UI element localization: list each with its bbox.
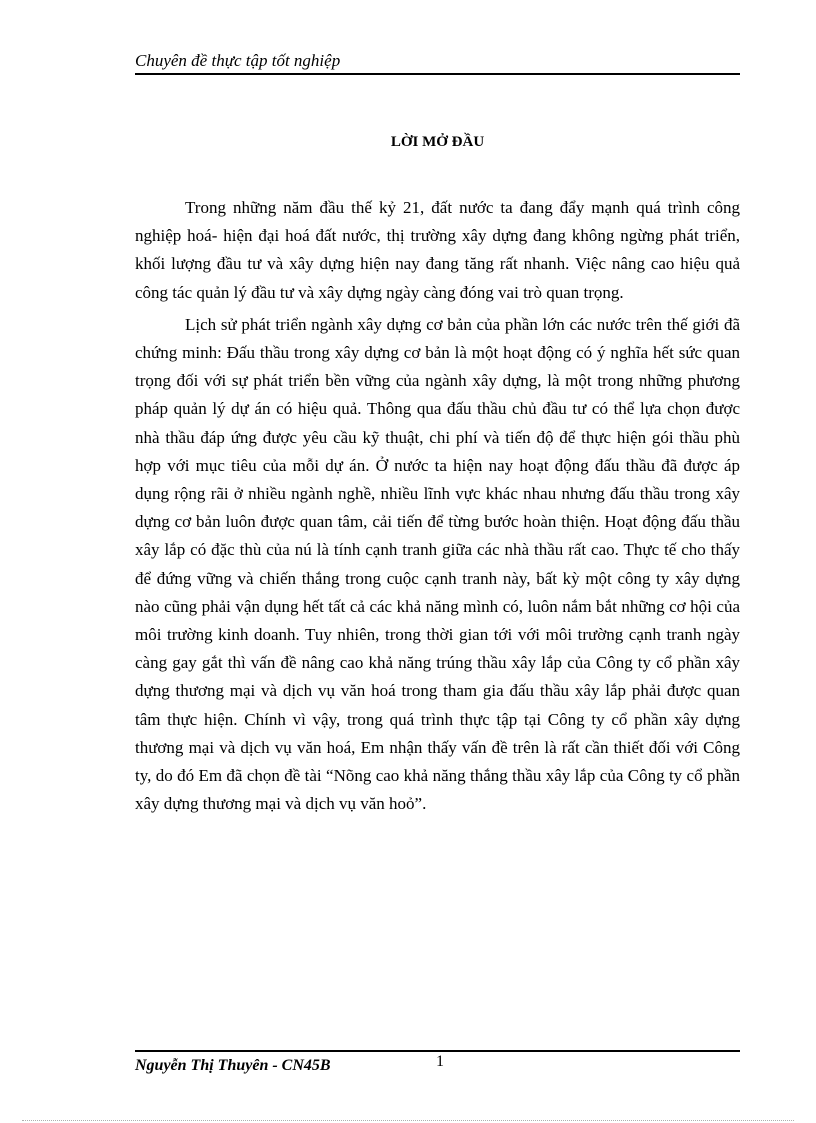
document-body bbox=[135, 194, 740, 822]
document-title: LỜI MỞ ĐẦU bbox=[390, 134, 485, 150]
page-header bbox=[135, 49, 740, 75]
page-number: 1 bbox=[436, 1053, 444, 1070]
page-edge-divider bbox=[22, 1120, 794, 1121]
footer-author: Nguyễn Thị Thuyên - CN45B bbox=[135, 1057, 331, 1074]
paragraph-2: Lịch sử phát triển ngành xây dựng cơ bản của phần lớn các nước trên thế giới đã chứng minh: Đấu thầu trong xây dựng cơ bản là một hoạt động có ý nghĩa hết sức quan trọng đối với sự phát triển bền vững của ngành xây dựng, là một trong những phương pháp quản lý dự án có hiệu quả. Thông qua đấu thầu chủ đầu tư có thể lựa chọn được nhà thầu đáp ứng được yêu cầu kỹ thuật, chi phí và tiến độ để thực hiện gói thầu phù hợp với mục tiêu của mỗi dự án. Ở nước ta hiện nay hoạt động đấu thầu đã được áp dụng rộng rãi ở nhiều ngành nghề, nhiều lĩnh vực khác nhau nhưng đấu thầu trong xây dựng cơ bản luôn được quan tâm, cải tiến để từng bước hoàn thiện. Hoạt động đấu thầu xây lắp có đặc thù của nú là tính cạnh tranh giữa các nhà thầu rất cao. Thực tế cho thấy để đứng vững và chiến thắng trong cuộc cạnh tranh này, bất kỳ một công ty xây dựng nào cũng phải vận dụng hết tất cả các khả năng mình có, luôn nắm bắt những cơ hội của môi trường kinh doanh. Tuy nhiên, trong thời gian tới với môi trường cạnh tranh ngày càng gay gắt thì vấn đề nâng cao khả năng trúng thầu xây lắp của Công ty cổ phần xây dựng thương mại và dịch vụ văn hoá trong tham gia đấu thầu xây lắp phải được quan tâm thực hiện. Chính vì vậy, trong quá trình thực tập tại Công ty cổ phần xây dựng thương mại và dịch vụ văn hoá, Em nhận thấy vấn đề trên là rất cần thiết đối với Công ty, do đó Em đã chọn đề tài “Nõng cao khả năng thắng thầu xây lắp của Công ty cổ phần xây dựng thương mại và dịch vụ văn hoỏ”. bbox=[135, 314, 740, 814]
paragraph-1: Trong những năm đầu thế kỷ 21, đất nước ta đang đẩy mạnh quá trình công nghiệp hoá- hiện đại hoá đất nước, thị trường xây dựng đang không ngừng phát triển, khối lượng đầu tư và xây dựng hiện nay đang tăng rất nhanh. Việc nâng cao hiệu quả công tác quản lý đầu tư và xây dựng ngày càng đóng vai trò quan trọng. bbox=[135, 198, 740, 302]
header-title: Chuyên đề thực tập tốt nghiệp bbox=[135, 51, 341, 70]
